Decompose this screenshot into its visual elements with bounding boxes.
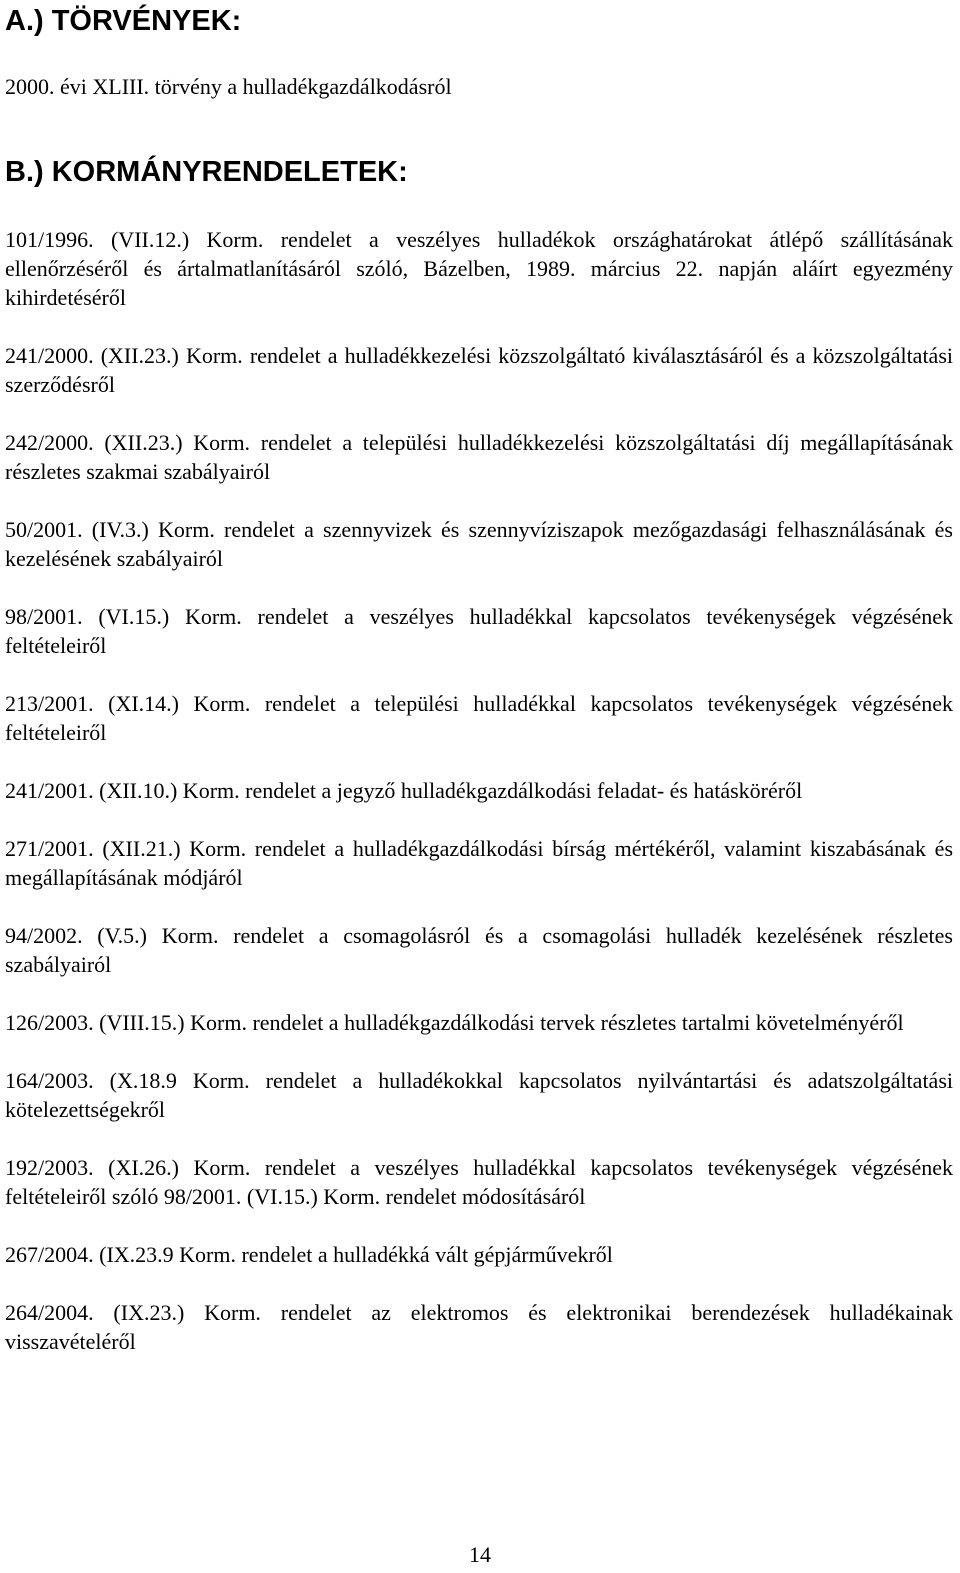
decree-item: 213/2001. (XI.14.) Korm. rendelet a települési hulladékkal kapcsolatos tevékenységek végzésének feltételeiről [5, 691, 953, 745]
decree-item: 264/2004. (IX.23.) Korm. rendelet az elektromos és elektronikai berendezések hulladékainak visszavételéről [5, 1300, 953, 1354]
page-number: 14 [469, 1542, 491, 1567]
decree-item: 50/2001. (IV.3.) Korm. rendelet a szennyvizek és szennyvíziszapok mezőgazdasági felhasználásának és kezelésének szabályairól [5, 517, 953, 571]
decree-item: 241/2000. (XII.23.) Korm. rendelet a hulladékkezelési közszolgáltató kiválasztásáról és a közszolgáltatási szerződésről [5, 343, 953, 397]
section-b-heading: B.) KORMÁNYRENDELETEK: [5, 156, 408, 188]
law-entry: 2000. évi XLIII. törvény a hulladékgazdálkodásról [5, 74, 452, 99]
decree-item: 192/2003. (XI.26.) Korm. rendelet a veszélyes hulladékkal kapcsolatos tevékenységek végzésének feltételeiről szóló 98/2001. (VI.15.) Korm. rendelet módosításáról [5, 1155, 953, 1209]
decree-item: 241/2001. (XII.10.) Korm. rendelet a jegyző hulladékgazdálkodási feladat- és hatásköréről [5, 778, 803, 803]
decree-item: 267/2004. (IX.23.9 Korm. rendelet a hulladékká vált gépjárművekről [5, 1242, 613, 1267]
decree-item: 271/2001. (XII.21.) Korm. rendelet a hulladékgazdálkodási bírság mértékéről, valamint kiszabásának és megállapításának módjáról [5, 836, 953, 890]
decree-item: 98/2001. (VI.15.) Korm. rendelet a veszélyes hulladékkal kapcsolatos tevékenységek végzésének feltételeiről [5, 604, 953, 658]
decree-item: 164/2003. (X.18.9 Korm. rendelet a hulladékokkal kapcsolatos nyilvántartási és adatszolgáltatási kötelezettségekről [5, 1068, 953, 1122]
decree-item: 94/2002. (V.5.) Korm. rendelet a csomagolásról és a csomagolási hulladék kezelésének részletes szabályairól [5, 923, 953, 977]
decree-item: 242/2000. (XII.23.) Korm. rendelet a települési hulladékkezelési közszolgáltatási díj megállapításának részletes szakmai szabályairól [5, 430, 953, 484]
decree-list [5, 225, 953, 1385]
section-a-heading: A.) TÖRVÉNYEK: [5, 5, 242, 37]
decree-item: 126/2003. (VIII.15.) Korm. rendelet a hulladékgazdálkodási tervek részletes tartalmi követelményéről [5, 1010, 904, 1035]
decree-item: 101/1996. (VII.12.) Korm. rendelet a veszélyes hulladékok országhatárokat átlépő szállításának ellenőrzéséről és ártalmatlanításáról szóló, Bázelben, 1989. március 22. napján aláírt egyezmény kihirdetéséről [5, 227, 953, 310]
